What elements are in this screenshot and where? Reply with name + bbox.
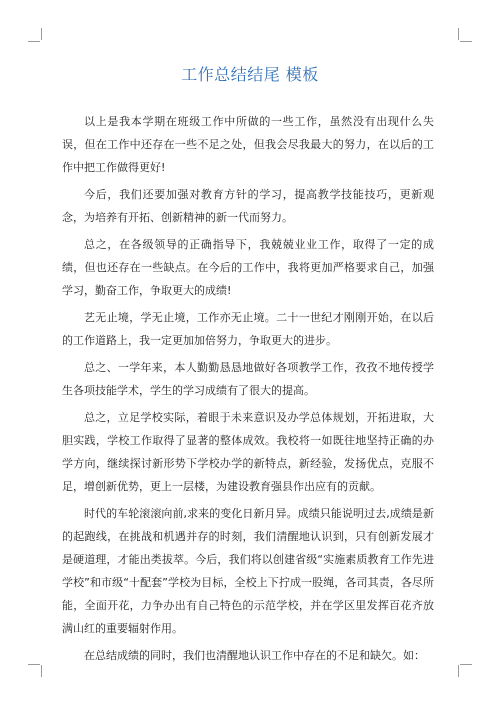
crop-mark-bottom-right bbox=[458, 664, 472, 678]
crop-mark-top-right bbox=[458, 28, 472, 42]
paragraph-2: 今后，我们还要加强对教育方针的学习，提高教学技能技巧，更新观念，为培养有开拓、创新精神的新一代而努力。 bbox=[62, 188, 434, 224]
crop-mark-top-left bbox=[28, 28, 42, 42]
paragraph-1: 以上是我本学期在班级工作中所做的一些工作，虽然没有出现什么失误，但在工作中还存在一些不足之处，但我会尽我最大的努力，在以后的工作中把工作做得更好! bbox=[62, 115, 434, 174]
paragraph-5: 总之、一学年来，本人勤勤恳恳地做好各项教学工作，孜孜不地传授学生各项技能学术，学生的学习成绩有了很大的提高。 bbox=[62, 361, 434, 397]
document-body bbox=[62, 110, 434, 671]
paragraph-8: 在总结成绩的同时，我们也清醒地认识工作中存在的不足和缺欠。如： bbox=[84, 649, 425, 662]
crop-mark-bottom-left bbox=[28, 664, 42, 678]
paragraph-3: 总之，在各级领导的正确指导下，我兢兢业业工作，取得了一定的成绩，但也还存在一些缺点。在今后的工作中，我将更加严格要求自己，加强学习，勤奋工作，争取更大的成绩! bbox=[62, 238, 434, 297]
document-title: 工作总结结尾 模板 bbox=[181, 65, 319, 84]
paragraph-4: 艺无止境，学无止境，工作亦无止境。二十一世纪才刚刚开始，在以后的工作道路上，我一定更加加倍努力，争取更大的进步。 bbox=[62, 311, 434, 347]
paragraph-7: 时代的车轮滚滚向前,求来的变化日新月异。成绩只能说明过去,成绩是新的起跑线，在挑战和机遇并存的时刻，我们清醒地认识到，只有创新发展才是硬道理，才能出类拔萃。今后，我们将以创建省级“实施素质教育工作先进学校”和市级“十配套”学校为目标，全校上下拧成一股绳，各司其责，各尽所能，全面开花，力争办出有自己特色的示范学校，并在学区里发挥百花齐放满山红的重要辐射作用。 bbox=[62, 507, 434, 635]
paragraph-6: 总之，立足学校实际，着眼于未来意识及办学总体规划，开拓进取，大胆实践，学校工作取得了显著的整体成效。我校将一如既往地坚持正确的办学方向，继续探讨新形势下学校办学的新特点，新经验，发扬优点，克服不足，增创新优势，更上一层楼，为建设教育强县作出应有的贡献。 bbox=[62, 411, 434, 493]
